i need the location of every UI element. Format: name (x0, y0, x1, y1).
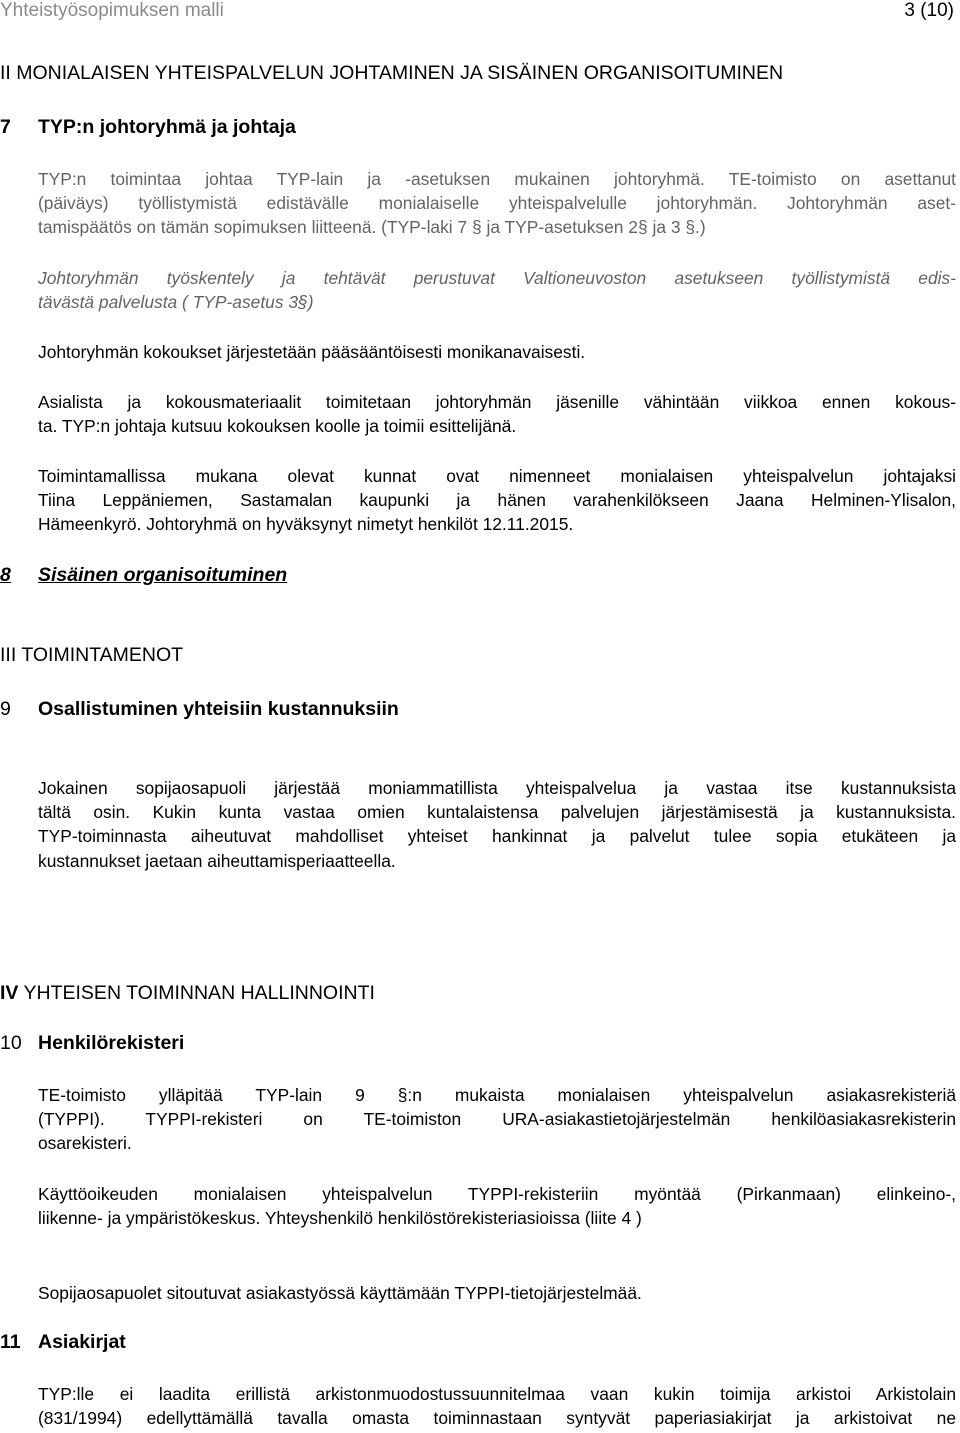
section-10-paragraph-3 (38, 1281, 956, 1305)
document-title: Yhteistyösopimuksen malli (0, 0, 224, 21)
section-11-paragraph-1 (38, 1382, 956, 1430)
section-11-title: Asiakirjat (38, 1331, 126, 1353)
text-line: (831/1994) edellyttämällä tavalla omasta toiminnastaan syntyvät paperiasiakirjat ja arkistoivat ne (38, 1408, 956, 1429)
section-7-paragraph-1 (38, 167, 956, 240)
part-iv-heading (0, 982, 375, 1005)
section-7-paragraph-3 (38, 340, 956, 364)
text-line: TYP:n toimintaa johtaa TYP-lain ja -asetuksen mukainen johtoryhmä. TE-toimisto on asettanut (38, 169, 956, 189)
section-9-paragraph-1 (38, 776, 956, 873)
text-line: TE-toimisto ylläpitää TYP-lain 9 §:n mukaista monialaisen yhteispalvelun asiakasrekisteriä (38, 1085, 956, 1105)
section-9-number: 9 (0, 698, 11, 720)
text-line: (päiväys) työllistymistä edistävälle monialaiselle yhteispalvelulle johtoryhmän. Johtoryhmän aset- (38, 193, 956, 214)
text-line: (TYPPI). TYPPI-rekisteri on TE-toimiston URA-asiakastietojärjestelmän henkilöasiakasrekisterin (38, 1109, 956, 1130)
section-10-paragraph-1 (38, 1083, 956, 1156)
section-7-paragraph-5 (38, 464, 956, 537)
section-10-title: Henkilörekisteri (38, 1032, 185, 1054)
part-ii-heading: II MONIALAISEN YHTEISPALVELUN JOHTAMINEN JA SISÄINEN ORGANISOITUMINEN (0, 62, 784, 84)
text-line: Toimintamallissa mukana olevat kunnat ovat nimenneet monialaisen yhteispalvelun johtajaksi (38, 466, 956, 486)
text-line: tävästä palvelusta ( TYP-asetus 3§) (38, 292, 314, 313)
text-line: Sopijaosapuolet sitoutuvat asiakastyössä käyttämään TYPPI-tietojärjestelmää. (38, 1283, 642, 1303)
text-line: Hämeenkyrö. Johtoryhmä on hyväksynyt nimetyt henkilöt 12.11.2015. (38, 514, 574, 535)
text-line: liikenne- ja ympäristökeskus. Yhteyshenkilö henkilöstörekisteriasioissa (liite 4 ) (38, 1208, 642, 1229)
section-9-title: Osallistuminen yhteisiin kustannuksiin (38, 698, 399, 720)
text-line: tältä osin. Kukin kunta vastaa omien kuntalaistensa palvelujen järjestämisestä ja kustannuksista. (38, 802, 956, 823)
text-line: TYP:lle ei laadita erillistä arkistonmuodostussuunnitelmaa vaan kukin toimija arkistoi Arkistolain (38, 1384, 956, 1404)
section-7-title: TYP:n johtoryhmä ja johtaja (38, 116, 296, 138)
text-line: Käyttöoikeuden monialaisen yhteispalvelun TYPPI-rekisteriin myöntää (Pirkanmaan) elinkeino-, (38, 1184, 956, 1204)
section-10-paragraph-2 (38, 1182, 956, 1230)
section-8-number: 8 (0, 564, 11, 586)
text-line: Jokainen sopijaosapuoli järjestää moniammatillista yhteispalvelua ja vastaa itse kustannuksista (38, 778, 956, 798)
page-number: 3 (10) (904, 0, 954, 21)
part-iii-heading: III TOIMINTAMENOT (0, 644, 184, 666)
text-line: kustannukset jaetaan aiheuttamisperiaatteella. (38, 850, 396, 871)
section-8-title: Sisäinen organisoituminen (38, 564, 288, 586)
section-11-number: 11 (0, 1331, 21, 1353)
text-line: Johtoryhmän työskentely ja tehtävät perustuvat Valtioneuvoston asetukseen työllistymistä edis- (38, 268, 956, 288)
section-7-paragraph-4 (38, 390, 956, 438)
part-iv-roman: IV (0, 982, 19, 1004)
text-line: ta. TYP:n johtaja kutsuu kokouksen koolle ja toimii esittelijänä. (38, 416, 517, 437)
section-10-number: 10 (0, 1032, 22, 1054)
text-line: Asialista ja kokousmateriaalit toimitetaan johtoryhmän jäsenille vähintään viikkoa ennen kokous- (38, 392, 956, 412)
section-7-paragraph-2 (38, 266, 956, 314)
text-line: osarekisteri. (38, 1133, 132, 1154)
section-7-number: 7 (0, 116, 11, 138)
text-line: Tiina Leppäniemen, Sastamalan kaupunki ja hänen varahenkilökseen Jaana Helminen-Ylisalon, (38, 490, 956, 511)
part-iv-title: YHTEISEN TOIMINNAN HALLINNOINTI (18, 982, 375, 1004)
text-line: tamispäätös on tämän sopimuksen liitteenä. (TYP-laki 7 § ja TYP-asetuksen 2§ ja 3 §.) (38, 217, 706, 238)
text-line: Johtoryhmän kokoukset järjestetään pääsääntöisesti monikanavaisesti. (38, 342, 586, 362)
text-line: TYP-toiminnasta aiheutuvat mahdolliset yhteiset hankinnat ja palvelut tulee sopia etukäteen ja (38, 826, 956, 847)
